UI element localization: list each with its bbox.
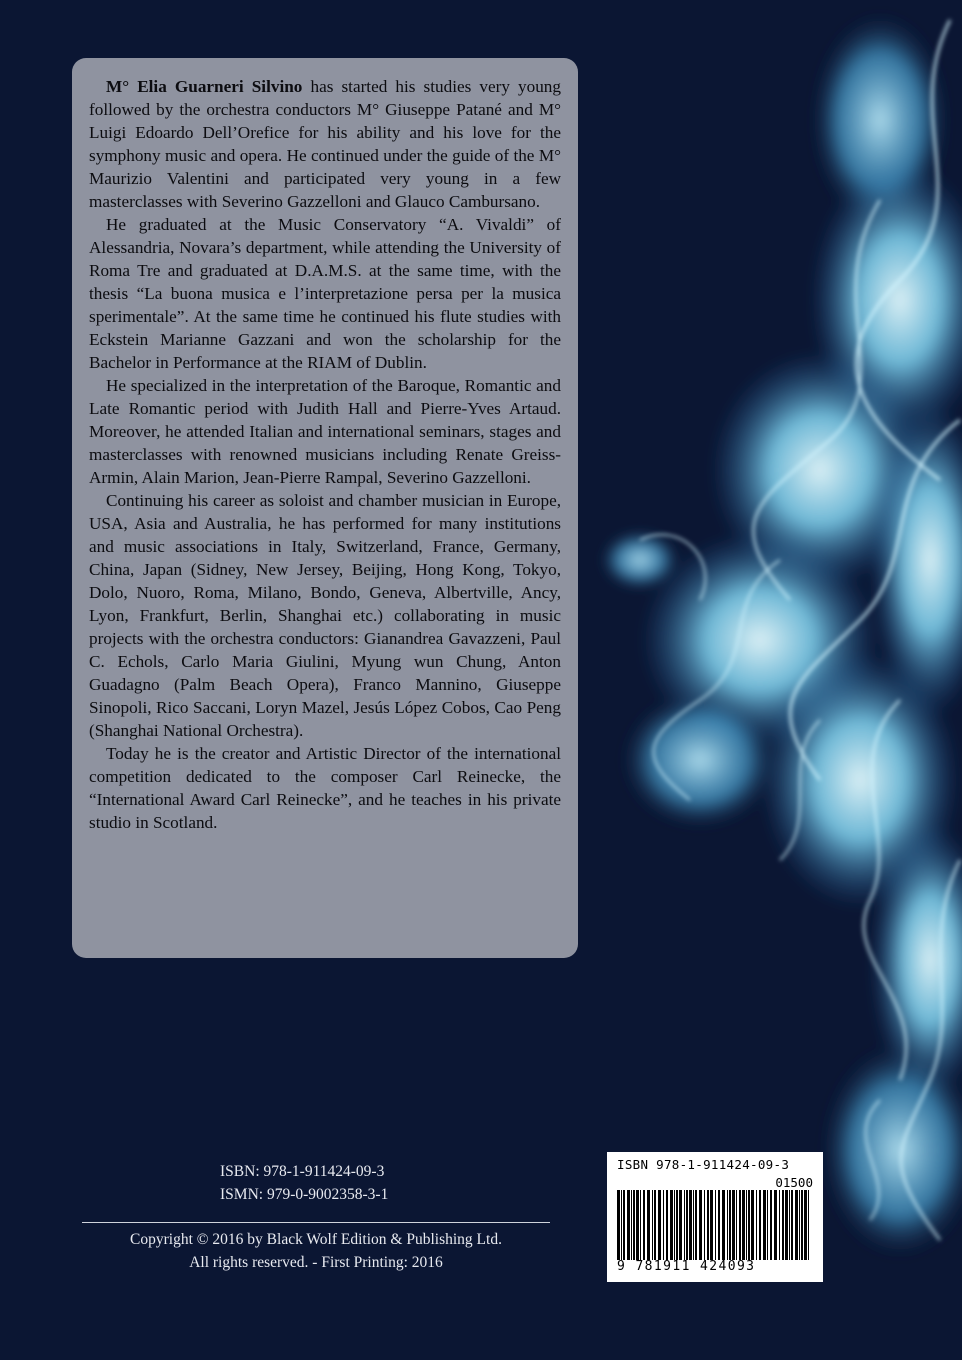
barcode-bar — [782, 1190, 784, 1260]
barcode-bar — [729, 1190, 731, 1260]
barcode-bar — [751, 1190, 754, 1260]
bio-paragraph-1 — [89, 75, 561, 213]
barcode-bar — [647, 1190, 650, 1260]
biography-panel — [72, 58, 578, 958]
barcode-bar — [808, 1190, 809, 1260]
barcode-bar — [715, 1190, 716, 1260]
barcode-bar — [742, 1190, 745, 1260]
barcode-bar — [759, 1190, 761, 1260]
barcode-bar — [623, 1190, 625, 1260]
barcode-bar — [710, 1190, 713, 1260]
divider — [82, 1222, 550, 1223]
barcode-bar — [676, 1190, 678, 1260]
barcode-bar — [693, 1190, 694, 1260]
barcode-bar — [767, 1190, 768, 1260]
barcode-box — [607, 1152, 823, 1282]
bio-paragraph-4: Continuing his career as soloist and chamber musician in Europe, USA, Asia and Australia, he has performed for many institutions and music associations in Italy, Switzerland, France, Germany, China, Japan (Sidney, New Jersey, Beijing, Hong Kong, Tokyo, Dolo, Nuoro, Roma, Milano, Bondo, Geneva, Albertville, Ancy, Lyon, Frankfurt, Berlin, Shanghai etc.) collaborating in music projects with the orchestra conductors: Gianandrea Gavazzeni, Paul C. Echols, Carlo Maria Giulini, Myung wun Chung, Anton Guadagno (Palm Beach Opera), Franco Mannino, Giuseppe Sinopoli, Rico Saccani, Loryn Mazel, Jesús López Cobos, Cao Peng (Shanghai National Orchestra). — [89, 491, 561, 740]
barcode-bar — [684, 1190, 685, 1260]
barcode-bar — [670, 1190, 673, 1260]
barcode-bar — [795, 1190, 798, 1260]
barcode-bar — [674, 1190, 675, 1260]
barcode-bar — [779, 1190, 780, 1260]
barcode-price-code: 01500 — [775, 1175, 813, 1190]
barcode-bar — [658, 1190, 661, 1260]
barcode-bar — [785, 1190, 788, 1260]
barcode-bar — [695, 1190, 697, 1260]
barcode-digits: 9 781911 424093 — [617, 1259, 756, 1274]
barcode-bar — [654, 1190, 656, 1260]
barcode-bar — [689, 1190, 692, 1260]
barcode-bar — [627, 1190, 630, 1260]
barcode-bar — [640, 1190, 641, 1260]
barcode-bar — [643, 1190, 645, 1260]
barcode-bar — [739, 1190, 741, 1260]
barcode-bars-icon — [615, 1190, 815, 1260]
barcode-bar — [746, 1190, 747, 1260]
barcode-bar — [686, 1190, 688, 1260]
barcode-bar — [718, 1190, 720, 1260]
barcode-bar — [704, 1190, 705, 1260]
barcode-bar — [707, 1190, 709, 1260]
barcode-bar — [679, 1190, 682, 1260]
bio-name: M° Elia Guarneri Silvino — [106, 77, 303, 96]
barcode-bar — [621, 1190, 622, 1260]
barcode-bar — [631, 1190, 632, 1260]
barcode-bar — [663, 1190, 664, 1260]
barcode-bar — [617, 1190, 620, 1260]
barcode-bar — [652, 1190, 653, 1260]
copyright-line: Copyright © 2016 by Black Wolf Edition & Publishing Ltd. — [130, 1231, 502, 1248]
copyright-block — [82, 1228, 550, 1274]
barcode-bar — [774, 1190, 777, 1260]
bio-paragraph-1-text: has started his studies very young followed by the orchestra conductors M° Giuseppe Patané and M° Luigi Edoardo Dell’Orefice for his ability and his love for the symphony music and opera. He continued under the guide of the M° Maurizio Valentini and participated very young in a few masterclasses with Severino Gazzelloni and Glauco Cambursano. — [89, 77, 561, 211]
barcode-bar — [736, 1190, 737, 1260]
barcode-bar — [804, 1190, 807, 1260]
barcode-bar — [636, 1190, 639, 1260]
barcode-isbn-label: ISBN 978-1-911424-09-3 — [617, 1157, 790, 1172]
barcode-bar — [727, 1190, 728, 1260]
barcode-bar — [770, 1190, 772, 1260]
barcode-bar — [763, 1190, 766, 1260]
barcode-bar — [699, 1190, 702, 1260]
isbn-number: ISBN: 978-1-911424-09-3 — [220, 1163, 385, 1180]
barcode-bar — [789, 1190, 790, 1260]
identifier-block — [220, 1160, 388, 1206]
barcode-bar — [791, 1190, 793, 1260]
ismn-number: ISMN: 979-0-9002358-3-1 — [220, 1186, 389, 1203]
bio-paragraph-5: Today he is the creator and Artistic Director of the international competition dedicated to the composer Carl Reinecke, the “International Award Carl Reinecke”, and he teaches in his private studio in Scotland. — [89, 744, 561, 832]
barcode-bar — [799, 1190, 800, 1260]
barcode-bar — [756, 1190, 757, 1260]
barcode-bar — [748, 1190, 750, 1260]
barcode-bar — [801, 1190, 803, 1260]
barcode-bar — [633, 1190, 635, 1260]
bio-paragraph-3: He specialized in the interpretation of the Baroque, Romantic and Late Romantic period with Judith Hall and Pierre-Yves Artaud. Moreover, he attended Italian and international seminars, stages and masterclasses with renowned musicians including Renate Greiss-Armin, Alain Marion, Jean-Pierre Rampal, Severino Gazzelloni. — [89, 376, 561, 487]
barcode-bar — [732, 1190, 735, 1260]
barcode-bar — [722, 1190, 725, 1260]
rights-line: All rights reserved. - First Printing: 2016 — [189, 1254, 443, 1271]
barcode-bar — [666, 1190, 668, 1260]
bio-paragraph-2: He graduated at the Music Conservatory “A. Vivaldi” of Alessandria, Novara’s department, while attending the University of Roma Tre and graduated at D.A.M.S. at the same time, with the thesis “La buona musica e l’interpretazione persa per la musica sperimentale”. At the same time he continued his flute studies with Eckstein Marianne Gazzani and won the scholarship for the Bachelor in Performance at the RIAM of Dublin. — [89, 215, 561, 372]
